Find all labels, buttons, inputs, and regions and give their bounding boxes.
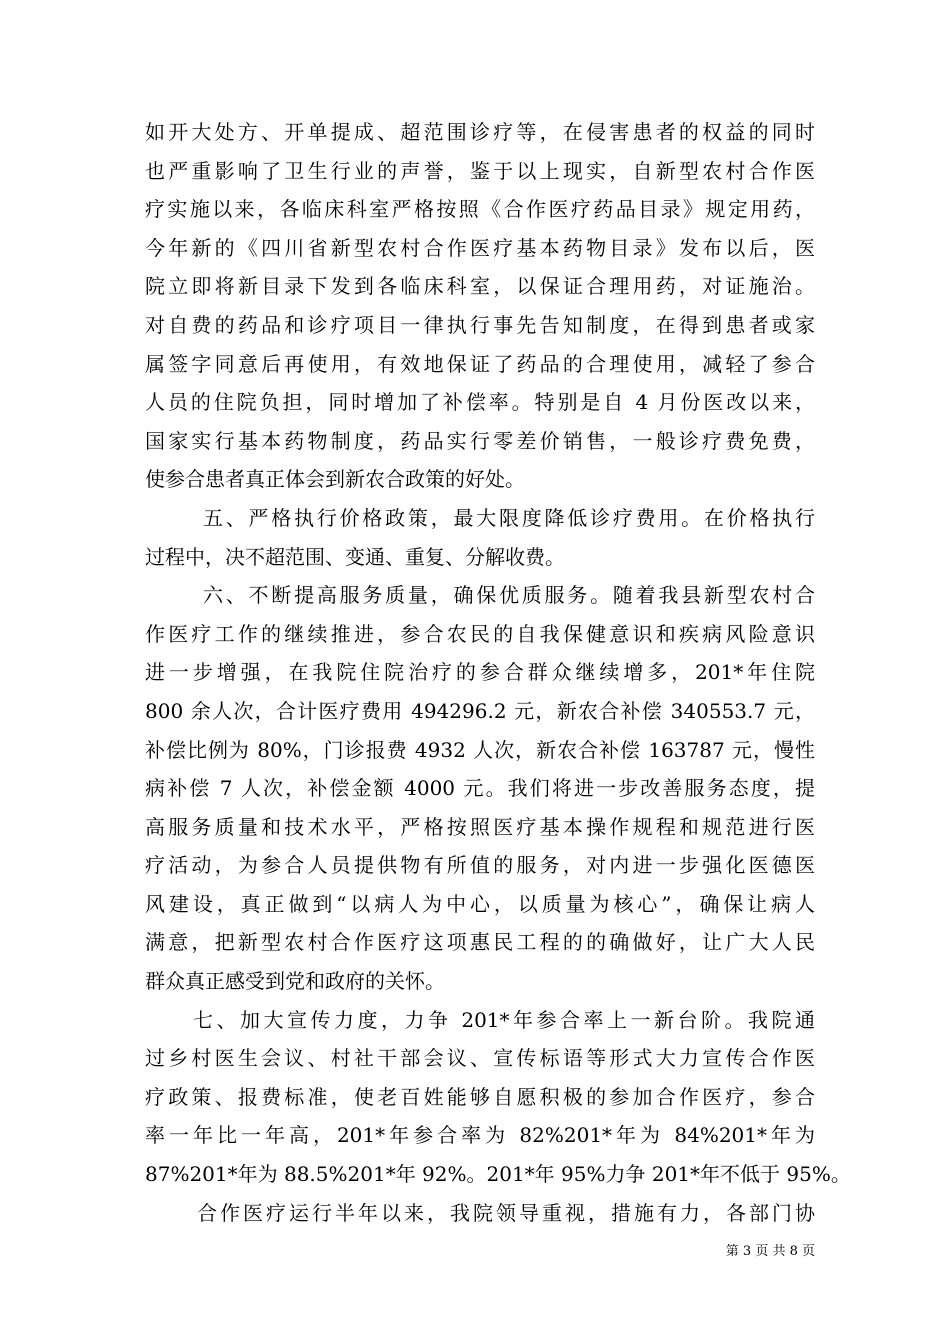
text-line: 800 余人次，合计医疗费用 494296.2 元，新农合补偿 340553.7 元， [145, 698, 815, 723]
text-line: 疗活动，为参合人员提供物有所值的服务，对内进一步强化医德医 [145, 853, 815, 878]
text-line: 进一步增强，在我院住院治疗的参合群众继续增多，201*年住院 [145, 660, 815, 685]
document-body [145, 113, 851, 1232]
text-line: 作医疗工作的继续推进，参合农民的自我保健意识和疾病风险意识 [145, 621, 815, 646]
text-line: 如开大处方、开单提成、超范围诊疗等，在侵害患者的权益的同时 [145, 120, 815, 144]
text-line: 使参合患者真正体会到新农合政策的好处。 [145, 467, 525, 492]
text-line: 也严重影响了卫生行业的声誉，鉴于以上现实，自新型农村合作医 [145, 158, 815, 183]
text-line: 满意，把新型农村合作医疗这项惠民工程的的确做好，让广大人民 [145, 930, 815, 955]
text-line: 率一年比一年高，201*年参合率为 82%201*年为 84%201*年为 [145, 1123, 815, 1148]
text-line: 国家实行基本药物制度，药品实行零差价销售，一般诊疗费免费， [145, 428, 815, 453]
text-line: 过乡村医生会议、村社干部会议、宣传标语等形式大力宣传合作医 [145, 1046, 815, 1071]
text-line: 补偿比例为 80%，门诊报费 4932 人次，新农合补偿 163787 元，慢性 [145, 737, 815, 762]
text-line: 疗政策、报费标准，使老百姓能够自愿积极的参加合作医疗，参合 [145, 1084, 815, 1109]
text-line: 87%201*年为 88.5%201*年 92%。201*年 95%力争 201*年不低于 95%。 [145, 1162, 851, 1187]
text-line: 对自费的药品和诊疗项目一律执行事先告知制度，在得到患者或家 [145, 312, 815, 337]
section-seven-heading-line: 七、加大宣传力度，力争 201*年参合率上一新台阶。我院通 [193, 1007, 815, 1032]
section-five-heading-line: 五、严格执行价格政策，最大限度降低诊疗费用。在价格执行 [203, 505, 815, 530]
text-line: 疗实施以来，各临床科室严格按照《合作医疗药品目录》规定用药， [145, 197, 815, 222]
text-line: 过程中，决不超范围、变通、重复、分解收费。 [145, 544, 565, 569]
page-number-footer: 第 3 页 共 8 页 [725, 1244, 815, 1259]
text-line: 院立即将新目录下发到各临床科室，以保证合理用药，对证施治。 [145, 274, 815, 299]
text-line: 属签字同意后再使用，有效地保证了药品的合理使用，减轻了参合 [145, 351, 815, 376]
text-line: 风建设，真正做到“以病人为中心，以质量为核心”，确保让病人 [145, 891, 815, 916]
text-line: 高服务质量和技术水平，严格按照医疗基本操作规程和规范进行医 [145, 814, 815, 839]
text-line: 群众真正感受到党和政府的关怀。 [145, 969, 445, 994]
text-line: 今年新的《四川省新型农村合作医疗基本药物目录》发布以后，医 [145, 235, 815, 260]
section-six-heading-line: 六、不断提高服务质量，确保优质服务。随着我县新型农村合 [203, 583, 815, 608]
text-line: 病补偿 7 人次，补偿金额 4000 元。我们将进一步改善服务态度，提 [145, 776, 815, 801]
text-line: 人员的住院负担，同时增加了补偿率。特别是自 4 月份医改以来， [145, 390, 815, 415]
closing-paragraph-line: 合作医疗运行半年以来，我院领导重视，措施有力，各部门协 [197, 1200, 815, 1225]
